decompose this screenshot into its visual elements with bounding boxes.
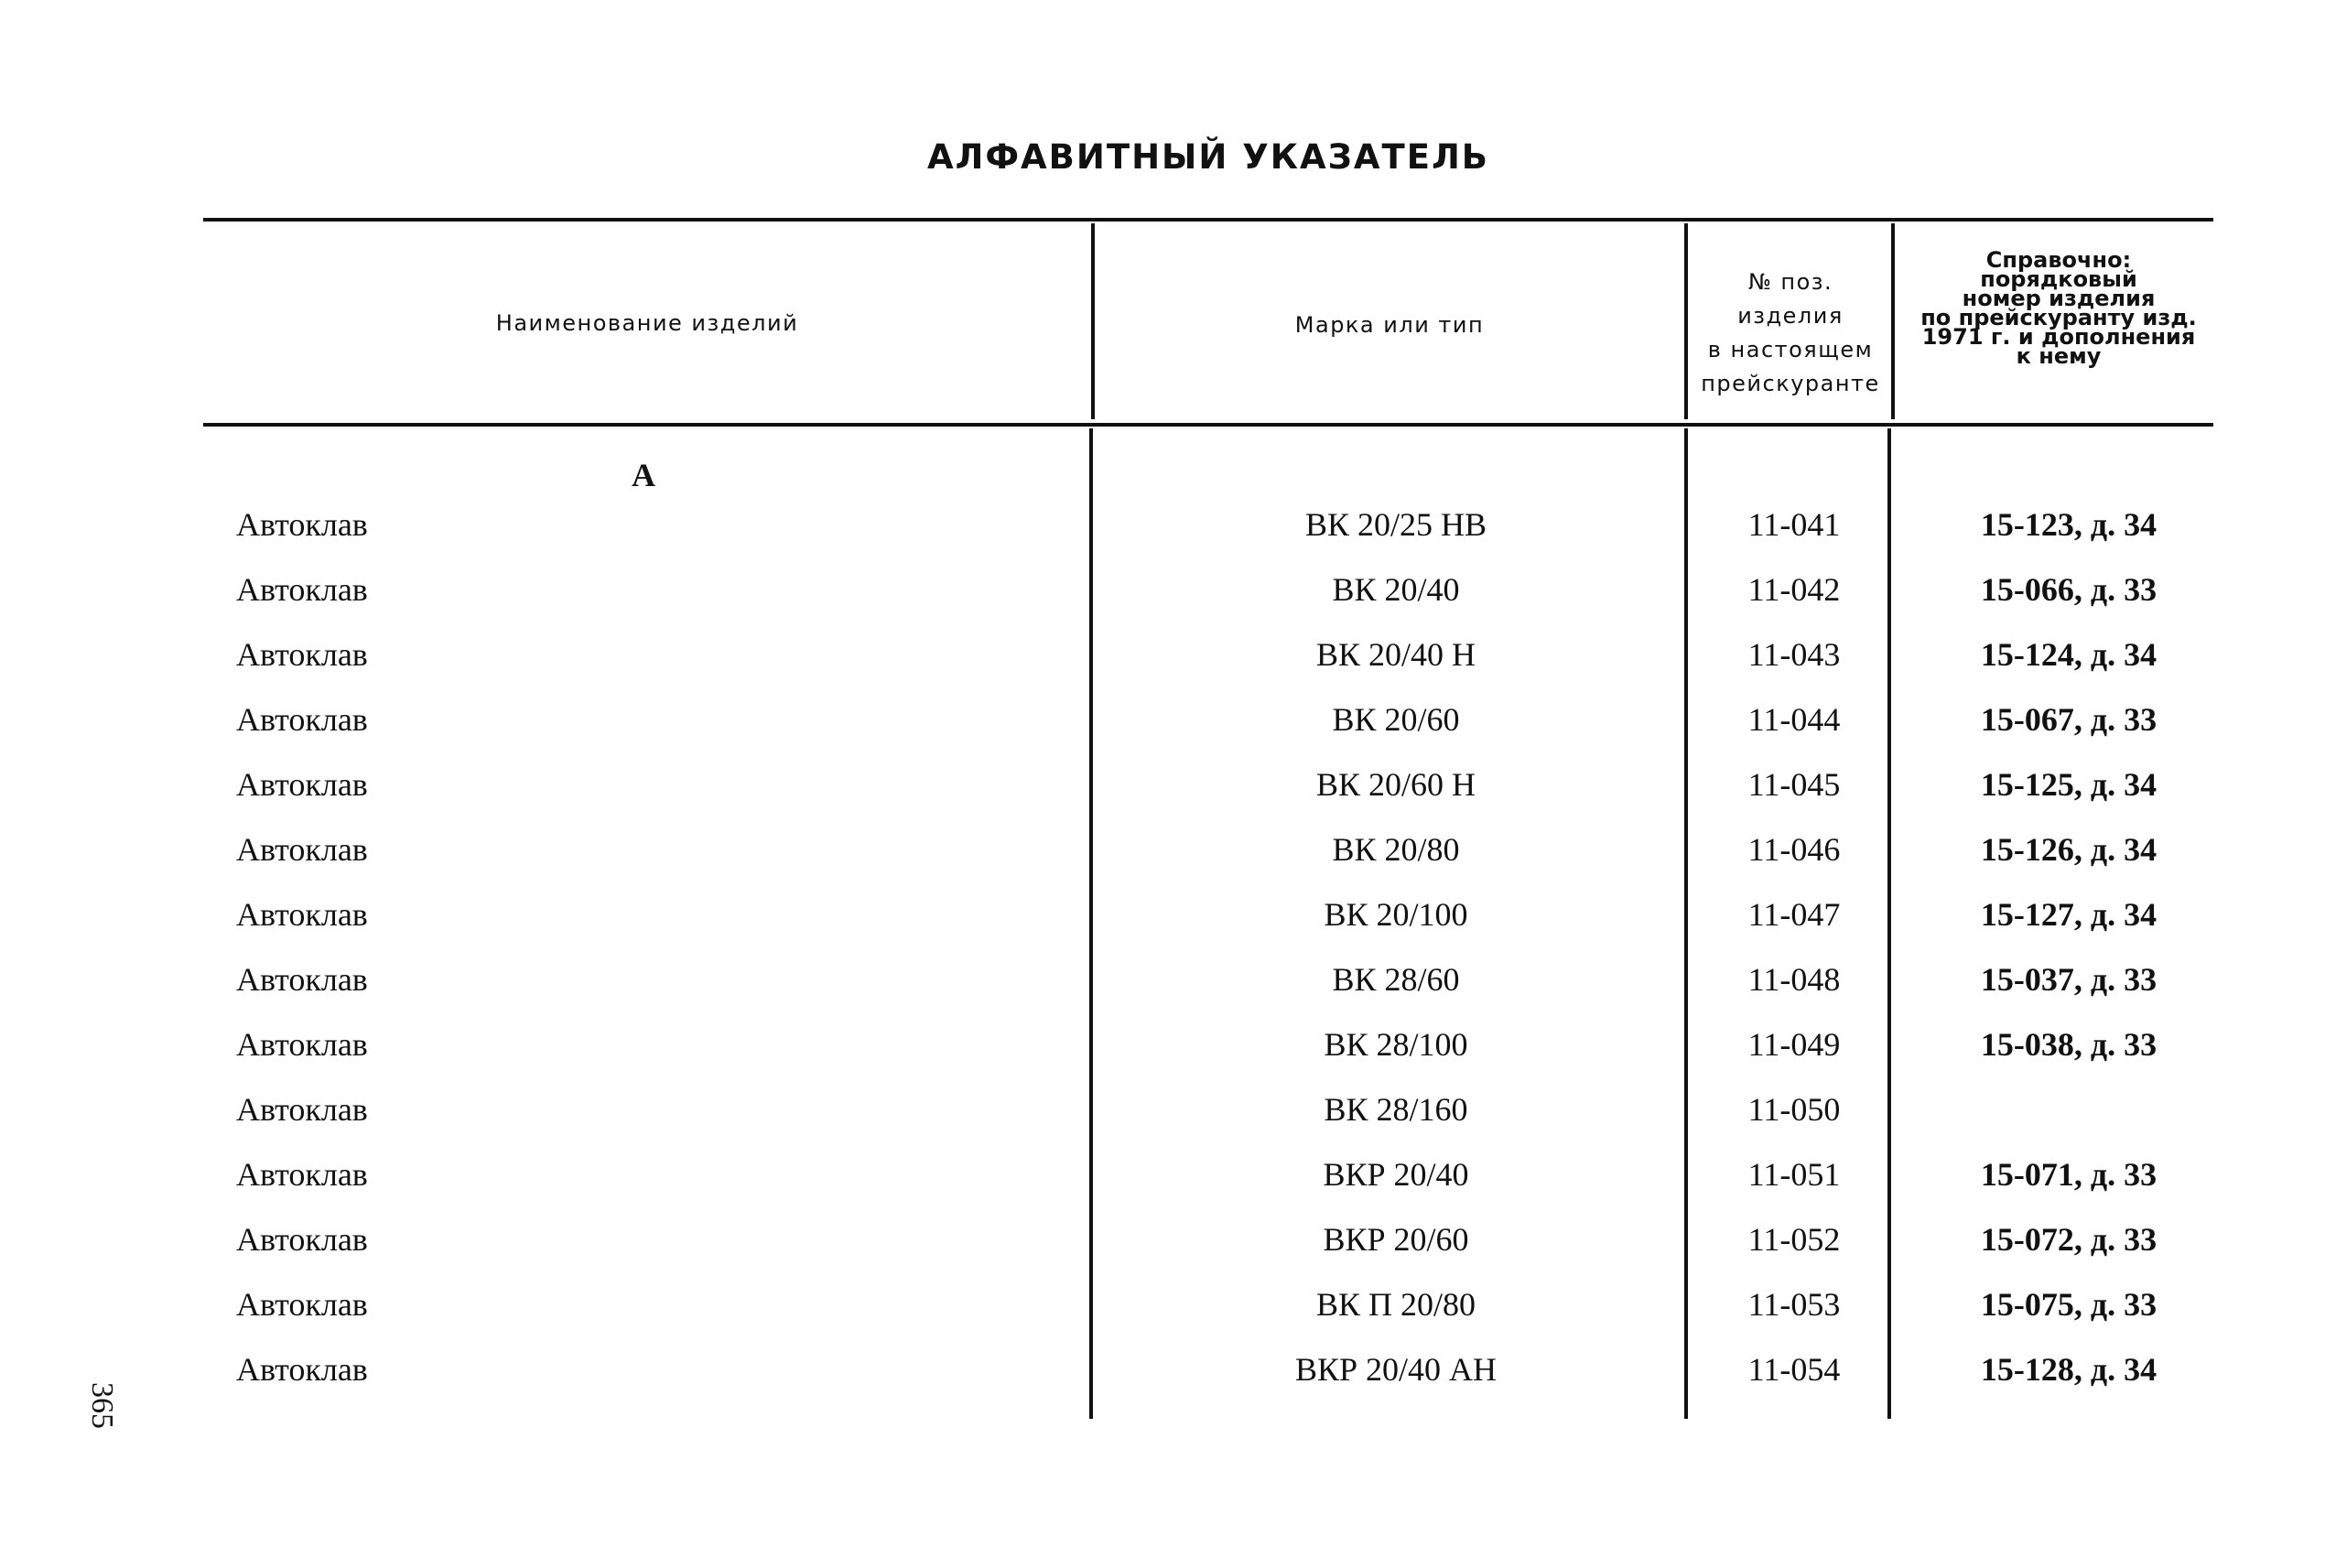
product-name: Автоклав [236,766,368,803]
reference-number: 15-066, д. 33 [1980,571,2157,608]
reference-number: 15-038, д. 33 [1980,1026,2157,1063]
product-name: Автоклав [236,1286,368,1323]
reference-number: 15-071, д. 33 [1980,1156,2157,1193]
product-type: ВКР 20/40 АН [1294,1351,1498,1388]
position-number: 11-044 [1747,701,1841,738]
product-name: Автоклав [236,1156,368,1193]
reference-number: 15-075, д. 33 [1980,1286,2157,1323]
column-divider [1891,223,1895,419]
product-name: Автоклав [236,831,368,868]
table-row [0,1285,2325,1350]
product-name: Автоклав [236,896,368,933]
table-row [0,505,2325,570]
header-line: в настоящем [1707,337,1874,362]
product-type: ВК 20/60 Н [1315,766,1476,803]
product-name: Автоклав [236,701,368,738]
table-row [0,895,2325,960]
reference-number: 15-124, д. 34 [1980,636,2157,673]
position-number: 11-048 [1747,961,1841,998]
position-number: 11-045 [1747,766,1841,803]
product-type: ВК 20/25 НВ [1304,506,1487,543]
reference-number: 15-072, д. 33 [1980,1221,2157,1258]
table-row [0,960,2325,1025]
product-type: ВК 20/40 Н [1315,636,1476,673]
position-number: 11-043 [1747,636,1841,673]
product-type: ВК 28/100 [1324,1026,1468,1063]
product-name: Автоклав [236,961,368,998]
reference-number: 15-067, д. 33 [1980,701,2157,738]
product-type: ВК 20/60 [1332,701,1460,738]
header-line: прейскуранте [1701,371,1880,396]
table-row [0,1350,2325,1415]
page-title: АЛФАВИТНЫЙ УКАЗАТЕЛЬ [926,137,1490,177]
product-type: ВК 20/40 [1332,571,1460,608]
table-row [0,635,2325,700]
product-type: ВК 28/160 [1324,1091,1468,1128]
position-number: 11-047 [1747,896,1841,933]
position-number: 11-052 [1747,1221,1841,1258]
product-name: Автоклав [236,506,368,543]
product-type: ВКР 20/40 [1323,1156,1469,1193]
position-number: 11-050 [1747,1091,1841,1128]
product-name: Автоклав [236,1091,368,1128]
table-row [0,1220,2325,1285]
table-row [0,765,2325,830]
column-divider [1684,223,1688,419]
position-number: 11-042 [1747,571,1841,608]
reference-number: 15-127, д. 34 [1980,896,2157,933]
reference-number: 15-123, д. 34 [1980,506,2157,543]
table-row [0,570,2325,635]
position-number: 11-054 [1747,1351,1841,1388]
header-bottom-rule [203,423,2213,427]
header-line: № поз. [1747,269,1833,295]
reference-number: 15-037, д. 33 [1980,961,2157,998]
section-letter: А [632,457,655,493]
table-row [0,1090,2325,1155]
product-name: Автоклав [236,1026,368,1063]
table-row [0,1155,2325,1220]
header-line: порядковый [1980,266,2137,292]
header-line: 1971 г. и дополнения [1921,324,2196,350]
position-number: 11-041 [1747,506,1841,543]
position-number: 11-046 [1747,831,1841,868]
column-header-reference [1898,247,2219,369]
column-header-type: Марка или тип [1294,312,1485,338]
product-name: Автоклав [236,1351,368,1388]
header-line: по прейскуранту изд. [1920,305,2197,330]
table-row [0,1025,2325,1090]
header-line: к нему [2016,343,2102,369]
table-row [0,700,2325,765]
header-line: Справочно: [1985,247,2132,273]
reference-number: 15-125, д. 34 [1980,766,2157,803]
product-type: ВКР 20/60 [1323,1221,1469,1258]
position-number: 11-051 [1747,1156,1841,1193]
product-name: Автоклав [236,636,368,673]
position-number: 11-049 [1747,1026,1841,1063]
column-header-position [1690,265,1891,401]
product-type: ВК 20/80 [1332,831,1460,868]
top-rule [203,218,2213,222]
product-type: ВК 28/60 [1332,961,1460,998]
reference-number: 15-128, д. 34 [1980,1351,2157,1388]
table-row [0,830,2325,895]
reference-number: 15-126, д. 34 [1980,831,2157,868]
position-number: 11-053 [1747,1286,1841,1323]
product-type: ВК 20/100 [1324,896,1468,933]
product-name: Автоклав [236,1221,368,1258]
page-number: 365 [85,1382,119,1429]
header-line: изделия [1737,303,1844,329]
product-type: ВК П 20/80 [1315,1286,1476,1323]
product-name: Автоклав [236,571,368,608]
header-line: номер изделия [1962,286,2156,311]
column-header-name: Наименование изделий [495,310,799,336]
